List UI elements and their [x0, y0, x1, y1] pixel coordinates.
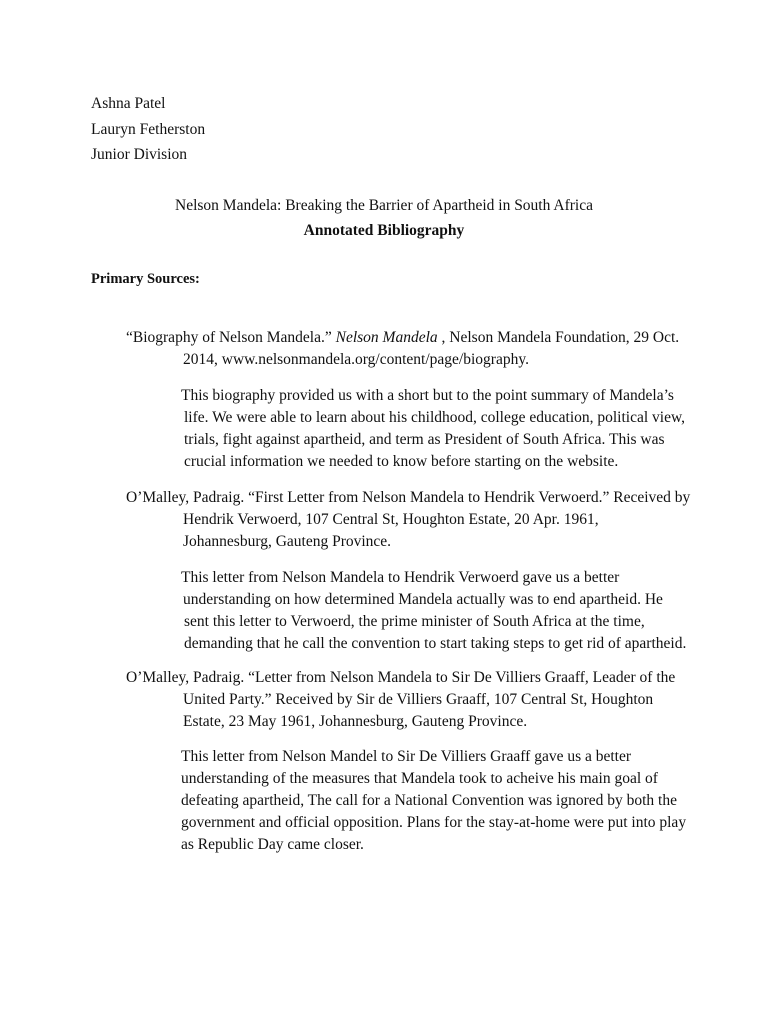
entry-2-citation-line-2: Hendrik Verwoerd, 107 Central St, Houghton Estate, 20 Apr. 1961, — [183, 511, 599, 528]
entry-1-annotation-line-4: crucial information we needed to know before starting on the website. — [184, 453, 619, 470]
document-subtitle: Annotated Bibliography — [303, 222, 465, 239]
entry-2-annotation-line-1: This letter from Nelson Mandela to Hendrik Verwoerd gave us a better — [181, 569, 620, 586]
entry-1-citation-line-1: “Biography of Nelson Mandela.” Nelson Mandela , Nelson Mandela Foundation, 29 Oct. — [126, 329, 680, 346]
entry-1-citation-italic-title: Nelson Mandela — [335, 329, 438, 346]
author-name-1: Ashna Patel — [91, 95, 166, 112]
entry-2-citation-line-3: Johannesburg, Gauteng Province. — [183, 533, 392, 550]
entry-3-annotation-line-3: defeating apartheid, The call for a National Convention was ignored by both the — [181, 792, 677, 809]
entry-2-annotation-line-2: understanding on how determined Mandela actually was to end apartheid. He — [183, 591, 663, 608]
entry-1-annotation-line-2: life. We were able to learn about his childhood, college education, political view, — [184, 409, 686, 426]
entry-1-annotation-line-3: trials, fight against apartheid, and term as President of South Africa. This was — [184, 431, 665, 448]
entry-3-annotation-line-5: as Republic Day came closer. — [181, 836, 364, 853]
author-name-2: Lauryn Fetherston — [91, 121, 206, 138]
entry-3-annotation-line-1: This letter from Nelson Mandel to Sir De Villiers Graaff gave us a better — [181, 748, 632, 765]
entry-2-annotation-line-4: demanding that he call the convention to start taking steps to get rid of apartheid. — [184, 635, 687, 652]
entry-2-annotation-line-3: sent this letter to Verwoerd, the prime minister of South Africa at the time, — [184, 613, 645, 630]
entry-3-annotation-line-2: understanding of the measures that Mandela took to acheive his main goal of — [181, 770, 658, 787]
entry-1-annotation-line-1: This biography provided us with a short but to the point summary of Mandela’s — [181, 387, 674, 404]
division-label: Junior Division — [91, 146, 188, 163]
entry-3-annotation-line-4: government and official opposition. Plans for the stay-at-home were put into play — [181, 814, 687, 831]
entry-3-citation-line-2: United Party.” Received by Sir de Villiers Graaff, 107 Central St, Houghton — [183, 691, 654, 708]
entry-3-citation-line-1: O’Malley, Padraig. “Letter from Nelson Mandela to Sir De Villiers Graaff, Leader of the — [126, 669, 676, 686]
document-title: Nelson Mandela: Breaking the Barrier of Apartheid in South Africa — [175, 197, 593, 214]
entry-2-citation-line-1: O’Malley, Padraig. “First Letter from Nelson Mandela to Hendrik Verwoerd.” Received by — [126, 489, 691, 506]
entry-3-citation-line-3: Estate, 23 May 1961, Johannesburg, Gauteng Province. — [183, 713, 528, 730]
entry-1-citation-line-2: 2014, www.nelsonmandela.org/content/page/biography. — [183, 351, 529, 368]
section-heading: Primary Sources: — [91, 271, 200, 287]
